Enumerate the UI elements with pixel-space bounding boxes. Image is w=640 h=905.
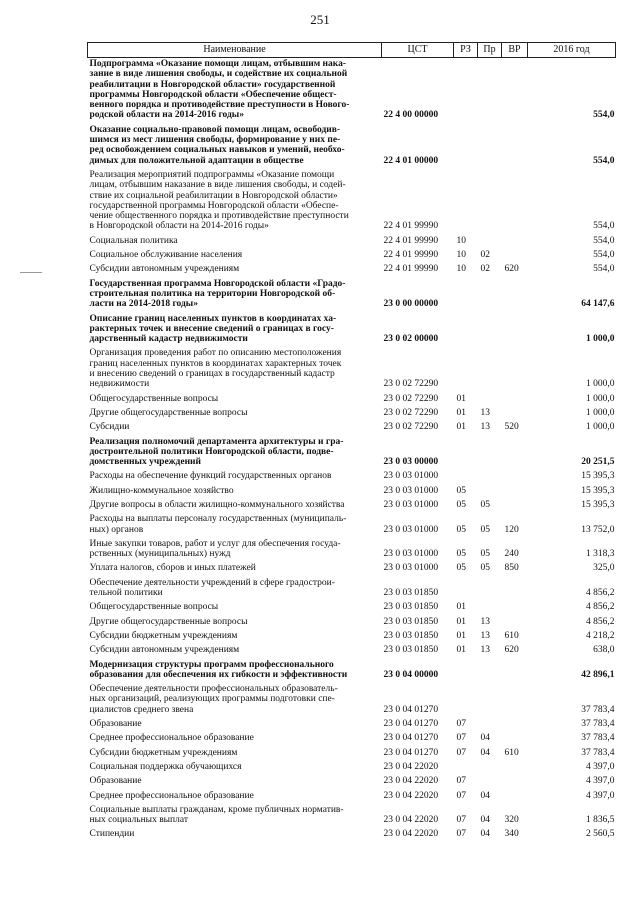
amount-cell: 42 896,1 — [581, 669, 615, 680]
vr-cell — [502, 790, 528, 804]
cst-cell: 22 4 01 99990 — [383, 235, 439, 246]
pr-cell: 04 — [480, 733, 490, 744]
vr-cell — [502, 313, 528, 348]
amount-cell: 554,0 — [593, 155, 615, 166]
cst-cell: 23 0 03 01000 — [383, 524, 439, 535]
rz-cell: 07 — [456, 829, 466, 840]
vr-cell — [502, 485, 528, 499]
pr-cell: 04 — [480, 790, 490, 801]
table-row — [88, 513, 616, 538]
pr-cell: 04 — [480, 829, 490, 840]
cst-cell: 23 0 03 01850 — [383, 588, 439, 599]
rz-cell: 01 — [456, 645, 466, 656]
amount-cell: 1 000,0 — [586, 407, 615, 418]
name-cell: Реализация полномочий департамента архитектуры и гра- достроительной политики Новгородской области, подве- домственных учреждений — [89, 436, 344, 468]
vr-cell — [502, 616, 528, 630]
pr-cell — [478, 235, 502, 249]
rz-cell: 01 — [456, 630, 466, 641]
pr-cell — [478, 169, 502, 235]
table-row — [88, 718, 616, 732]
rz-cell: 07 — [456, 747, 466, 758]
pr-cell: 02 — [480, 250, 490, 261]
table-row — [88, 538, 616, 563]
cst-cell: 23 0 04 22020 — [383, 829, 439, 840]
budget-table — [87, 42, 616, 843]
table-row — [88, 644, 616, 658]
name-cell: Другие общегосударственные вопросы — [89, 407, 248, 418]
name-cell: Описание границ населенных пунктов в координатах ха- рактерных точек и внесение сведений о границах в госу- дарственный кадастр недвижимости — [89, 313, 337, 345]
pr-cell — [478, 470, 502, 484]
table-row — [88, 58, 616, 124]
vr-cell — [502, 58, 528, 124]
rz-cell — [454, 347, 478, 392]
amount-cell: 554,0 — [593, 250, 615, 261]
amount-cell: 1 000,0 — [586, 334, 615, 345]
vr-cell: 850 — [504, 563, 519, 574]
amount-cell: 15 395,3 — [581, 485, 615, 496]
rz-cell — [454, 683, 478, 718]
margin-mark — [20, 272, 42, 273]
rz-cell: 01 — [456, 393, 466, 404]
amount-cell: 20 251,5 — [581, 457, 615, 468]
vr-cell: 320 — [504, 815, 519, 826]
pr-cell: 02 — [480, 264, 490, 275]
table-row — [88, 683, 616, 718]
vr-cell — [502, 470, 528, 484]
vr-cell: 610 — [504, 747, 519, 758]
table-row — [88, 616, 616, 630]
cst-cell: 23 0 04 01270 — [383, 704, 439, 715]
vr-cell — [502, 683, 528, 718]
amount-cell: 554,0 — [593, 110, 615, 121]
amount-cell: 15 395,3 — [581, 499, 615, 510]
name-cell: Организация проведения работ по описанию местоположения границ населенных пунктов в координатах характерных точек и внесению сведений о границах в государственный кадастр недвижимости — [89, 348, 342, 390]
amount-cell: 638,0 — [593, 645, 615, 656]
vr-cell — [502, 169, 528, 235]
pr-cell: 13 — [480, 422, 490, 433]
name-cell: Социальные выплаты гражданам, кроме публичных норматив- ных социальных выплат — [89, 804, 344, 826]
vr-cell — [502, 347, 528, 392]
rz-cell: 01 — [456, 602, 466, 613]
header-name: Наименование — [88, 43, 382, 58]
table-row — [88, 393, 616, 407]
pr-cell: 05 — [480, 549, 490, 560]
cst-cell: 23 0 00 00000 — [383, 299, 439, 310]
table-row — [88, 601, 616, 615]
table-row — [88, 470, 616, 484]
table-row — [88, 747, 616, 761]
header-vr: ВР — [502, 43, 528, 58]
rz-cell — [454, 577, 478, 602]
table-row — [88, 313, 616, 348]
name-cell: Оказание социально-правовой помощи лицам, освободив- шимся из мест лишения свободы, формирование у них пе- ред освобождением социальных навыков и умений, необхо- димых для положительной адаптации в обществе — [89, 124, 345, 166]
vr-cell — [502, 775, 528, 789]
table-row — [88, 630, 616, 644]
cst-cell: 23 0 03 00000 — [383, 457, 439, 468]
amount-cell: 1 000,0 — [586, 393, 615, 404]
amount-cell: 325,0 — [593, 563, 615, 574]
name-cell: Обеспечение деятельности учреждений в сфере градострои- тельной политики — [89, 577, 335, 599]
name-cell: Субсидии автономным учреждениям — [89, 264, 240, 275]
rz-cell — [454, 169, 478, 235]
vr-cell — [502, 577, 528, 602]
table-row — [88, 421, 616, 435]
cst-cell: 23 0 04 22020 — [383, 776, 439, 787]
rz-cell: 01 — [456, 422, 466, 433]
table-row — [88, 562, 616, 576]
cst-cell: 23 0 04 01270 — [383, 719, 439, 730]
pr-cell — [478, 58, 502, 124]
vr-cell — [502, 235, 528, 249]
rz-cell: 05 — [456, 485, 466, 496]
vr-cell — [502, 601, 528, 615]
name-cell: Подпрограмма «Оказание помощи лицам, отбывшим нака- зание в виде лишения свободы, и содействие их социальной реабилитации в Новгородской области» государственной программы Новгородской области «Обеспечение общест- венного порядка и противодействие преступности в Нового- родской области на 2014-2016 годы» — [89, 59, 350, 121]
rz-cell: 05 — [456, 549, 466, 560]
name-cell: Стипендии — [89, 829, 135, 840]
amount-cell: 4 856,2 — [586, 588, 615, 599]
name-cell: Расходы на выплаты персоналу государственных (муниципаль- ных) органов — [89, 514, 347, 535]
table-row — [88, 775, 616, 789]
rz-cell: 05 — [456, 499, 466, 510]
vr-cell — [502, 659, 528, 684]
pr-cell: 05 — [480, 499, 490, 510]
header-year: 2016 год — [528, 43, 616, 58]
amount-cell: 1 000,0 — [586, 422, 615, 433]
name-cell: Жилищно-коммунальное хозяйство — [89, 485, 234, 496]
vr-cell: 620 — [504, 264, 519, 275]
rz-cell — [454, 124, 478, 169]
vr-cell — [502, 124, 528, 169]
vr-cell — [502, 407, 528, 421]
table-row — [88, 732, 616, 746]
rz-cell — [454, 278, 478, 313]
amount-cell: 554,0 — [593, 221, 615, 232]
header-cst: ЦСТ — [382, 43, 454, 58]
cst-cell: 23 0 04 22020 — [383, 761, 439, 772]
cst-cell: 23 0 03 01000 — [383, 471, 439, 482]
cst-cell: 23 0 02 72290 — [383, 422, 439, 433]
cst-cell: 23 0 04 22020 — [383, 790, 439, 801]
rz-cell — [454, 436, 478, 471]
rz-cell — [454, 313, 478, 348]
amount-cell: 2 560,5 — [586, 829, 615, 840]
cst-cell: 23 0 03 01000 — [383, 549, 439, 560]
amount-cell: 4 397,0 — [586, 790, 615, 801]
rz-cell — [454, 761, 478, 775]
name-cell: Иные закупки товаров, работ и услуг для обеспечения госуда- рственных (муниципальных) нужд — [89, 538, 341, 560]
cst-cell: 22 4 01 99990 — [383, 221, 439, 232]
table-row — [88, 828, 616, 842]
table-row — [88, 407, 616, 421]
pr-cell — [478, 775, 502, 789]
table-body — [88, 58, 616, 843]
table-row — [88, 499, 616, 513]
rz-cell: 07 — [456, 776, 466, 787]
amount-cell: 15 395,3 — [581, 471, 615, 482]
rz-cell: 07 — [456, 733, 466, 744]
pr-cell — [478, 659, 502, 684]
name-cell: Государственная программа Новгородской области «Градо- строительная политика на территории Новгородской об- ласти на 2014-2018 годы» — [89, 278, 346, 310]
vr-cell: 620 — [504, 645, 519, 656]
table-row — [88, 485, 616, 499]
pr-cell — [478, 683, 502, 718]
table-row — [88, 263, 616, 277]
cst-cell: 23 0 03 01850 — [383, 616, 439, 627]
header-rz: РЗ — [454, 43, 478, 58]
vr-cell — [502, 732, 528, 746]
amount-cell: 4 397,0 — [586, 761, 615, 772]
pr-cell — [478, 313, 502, 348]
rz-cell — [454, 659, 478, 684]
name-cell: Модернизация структуры программ профессионального образования для обеспечения их гибкости и эффективности — [89, 659, 348, 680]
table-row — [88, 790, 616, 804]
amount-cell: 37 783,4 — [581, 747, 615, 758]
amount-cell: 37 783,4 — [581, 704, 615, 715]
name-cell: Социальная политика — [89, 235, 178, 246]
name-cell: Образование — [89, 776, 142, 787]
table-row — [88, 169, 616, 235]
table-row — [88, 577, 616, 602]
rz-cell: 05 — [456, 524, 466, 535]
pr-cell — [478, 485, 502, 499]
rz-cell: 10 — [456, 235, 466, 246]
rz-cell: 01 — [456, 407, 466, 418]
name-cell: Субсидии — [89, 422, 130, 433]
cst-cell: 23 0 03 01000 — [383, 563, 439, 574]
cst-cell: 23 0 02 72290 — [383, 393, 439, 404]
pr-cell — [478, 124, 502, 169]
name-cell: Расходы на обеспечение функций государственных органов — [89, 471, 332, 482]
table-row — [88, 804, 616, 829]
name-cell: Обеспечение деятельности профессиональных образователь- ных организаций, реализующих программы подготовки спе- циалистов среднего звена — [89, 684, 338, 715]
pr-cell: 13 — [480, 616, 490, 627]
amount-cell: 64 147,6 — [581, 299, 615, 310]
rz-cell — [454, 58, 478, 124]
name-cell: Среднее профессиональное образование — [89, 733, 254, 744]
name-cell: Социальное обслуживание населения — [89, 250, 243, 261]
table-row — [88, 659, 616, 684]
vr-cell: 340 — [504, 829, 519, 840]
amount-cell: 37 783,4 — [581, 733, 615, 744]
page-number: 251 — [310, 12, 330, 27]
name-cell: Субсидии бюджетным учреждениям — [89, 630, 238, 641]
rz-cell: 10 — [456, 250, 466, 261]
pr-cell: 04 — [480, 815, 490, 826]
name-cell: Уплата налогов, сборов и иных платежей — [89, 563, 256, 574]
cst-cell: 23 0 03 01850 — [383, 602, 439, 613]
pr-cell: 13 — [480, 630, 490, 641]
cst-cell: 23 0 04 22020 — [383, 815, 439, 826]
pr-cell: 04 — [480, 747, 490, 758]
vr-cell — [502, 278, 528, 313]
amount-cell: 4 856,2 — [586, 616, 615, 627]
name-cell: Общегосударственные вопросы — [89, 602, 219, 613]
table-row — [88, 235, 616, 249]
pr-cell: 05 — [480, 524, 490, 535]
cst-cell: 23 0 03 01000 — [383, 499, 439, 510]
table-row — [88, 761, 616, 775]
name-cell: Социальная поддержка обучающихся — [89, 761, 242, 772]
amount-cell: 1 836,5 — [586, 815, 615, 826]
table-row — [88, 124, 616, 169]
amount-cell: 4 397,0 — [586, 776, 615, 787]
pr-cell — [478, 577, 502, 602]
rz-cell: 10 — [456, 264, 466, 275]
amount-cell: 554,0 — [593, 264, 615, 275]
pr-cell — [478, 761, 502, 775]
amount-cell: 4 856,2 — [586, 602, 615, 613]
pr-cell — [478, 278, 502, 313]
pr-cell: 05 — [480, 563, 490, 574]
cst-cell: 22 4 01 99990 — [383, 250, 439, 261]
vr-cell: 520 — [504, 422, 519, 433]
rz-cell: 07 — [456, 719, 466, 730]
cst-cell: 23 0 02 72290 — [383, 407, 439, 418]
pr-cell — [478, 718, 502, 732]
name-cell: Субсидии бюджетным учреждениям — [89, 747, 238, 758]
name-cell: Реализация мероприятий подпрограммы «Оказание помощи лицам, отбывшим наказание в виде лишения свободы, и содей- ствие их социальной реабилитации в Новгородской области» государственной программы Новгородской области «Обеспе- чение общественного порядка и противодействие преступности в Новгородской области на 2014-2016 годы» — [89, 169, 349, 232]
pr-cell: 13 — [480, 407, 490, 418]
name-cell: Образование — [89, 719, 142, 730]
vr-cell — [502, 249, 528, 263]
vr-cell — [502, 718, 528, 732]
vr-cell: 120 — [504, 524, 519, 535]
cst-cell: 23 0 03 01850 — [383, 630, 439, 641]
name-cell: Среднее профессиональное образование — [89, 790, 254, 801]
cst-cell: 23 0 03 01850 — [383, 645, 439, 656]
pr-cell — [478, 601, 502, 615]
vr-cell — [502, 436, 528, 471]
cst-cell: 22 4 00 00000 — [383, 110, 439, 121]
vr-cell — [502, 499, 528, 513]
cst-cell: 22 4 01 00000 — [383, 155, 439, 166]
cst-cell: 23 0 03 01000 — [383, 485, 439, 496]
cst-cell: 23 0 02 72290 — [383, 379, 439, 390]
amount-cell: 1 318,3 — [586, 549, 615, 560]
rz-cell — [454, 470, 478, 484]
name-cell: Общегосударственные вопросы — [89, 393, 219, 404]
name-cell: Другие общегосударственные вопросы — [89, 616, 248, 627]
pr-cell — [478, 436, 502, 471]
vr-cell: 240 — [504, 549, 519, 560]
name-cell: Субсидии автономным учреждениям — [89, 645, 240, 656]
pr-cell — [478, 393, 502, 407]
rz-cell: 01 — [456, 616, 466, 627]
table-row — [88, 278, 616, 313]
amount-cell: 13 752,0 — [581, 524, 615, 535]
table-row — [88, 436, 616, 471]
cst-cell: 23 0 04 00000 — [383, 669, 439, 680]
table-header-row — [88, 43, 616, 58]
cst-cell: 23 0 04 01270 — [383, 733, 439, 744]
amount-cell: 37 783,4 — [581, 719, 615, 730]
header-pr: Пр — [478, 43, 502, 58]
amount-cell: 554,0 — [593, 235, 615, 246]
name-cell: Другие вопросы в области жилищно-коммунального хозяйства — [89, 499, 345, 510]
pr-cell — [478, 347, 502, 392]
pr-cell: 13 — [480, 645, 490, 656]
amount-cell: 1 000,0 — [586, 379, 615, 390]
vr-cell: 610 — [504, 630, 519, 641]
vr-cell — [502, 761, 528, 775]
cst-cell: 22 4 01 99990 — [383, 264, 439, 275]
cst-cell: 23 0 02 00000 — [383, 334, 439, 345]
cst-cell: 23 0 04 01270 — [383, 747, 439, 758]
rz-cell: 05 — [456, 563, 466, 574]
vr-cell — [502, 393, 528, 407]
amount-cell: 4 218,2 — [586, 630, 615, 641]
rz-cell: 07 — [456, 815, 466, 826]
rz-cell: 07 — [456, 790, 466, 801]
table-row — [88, 249, 616, 263]
table-row — [88, 347, 616, 392]
